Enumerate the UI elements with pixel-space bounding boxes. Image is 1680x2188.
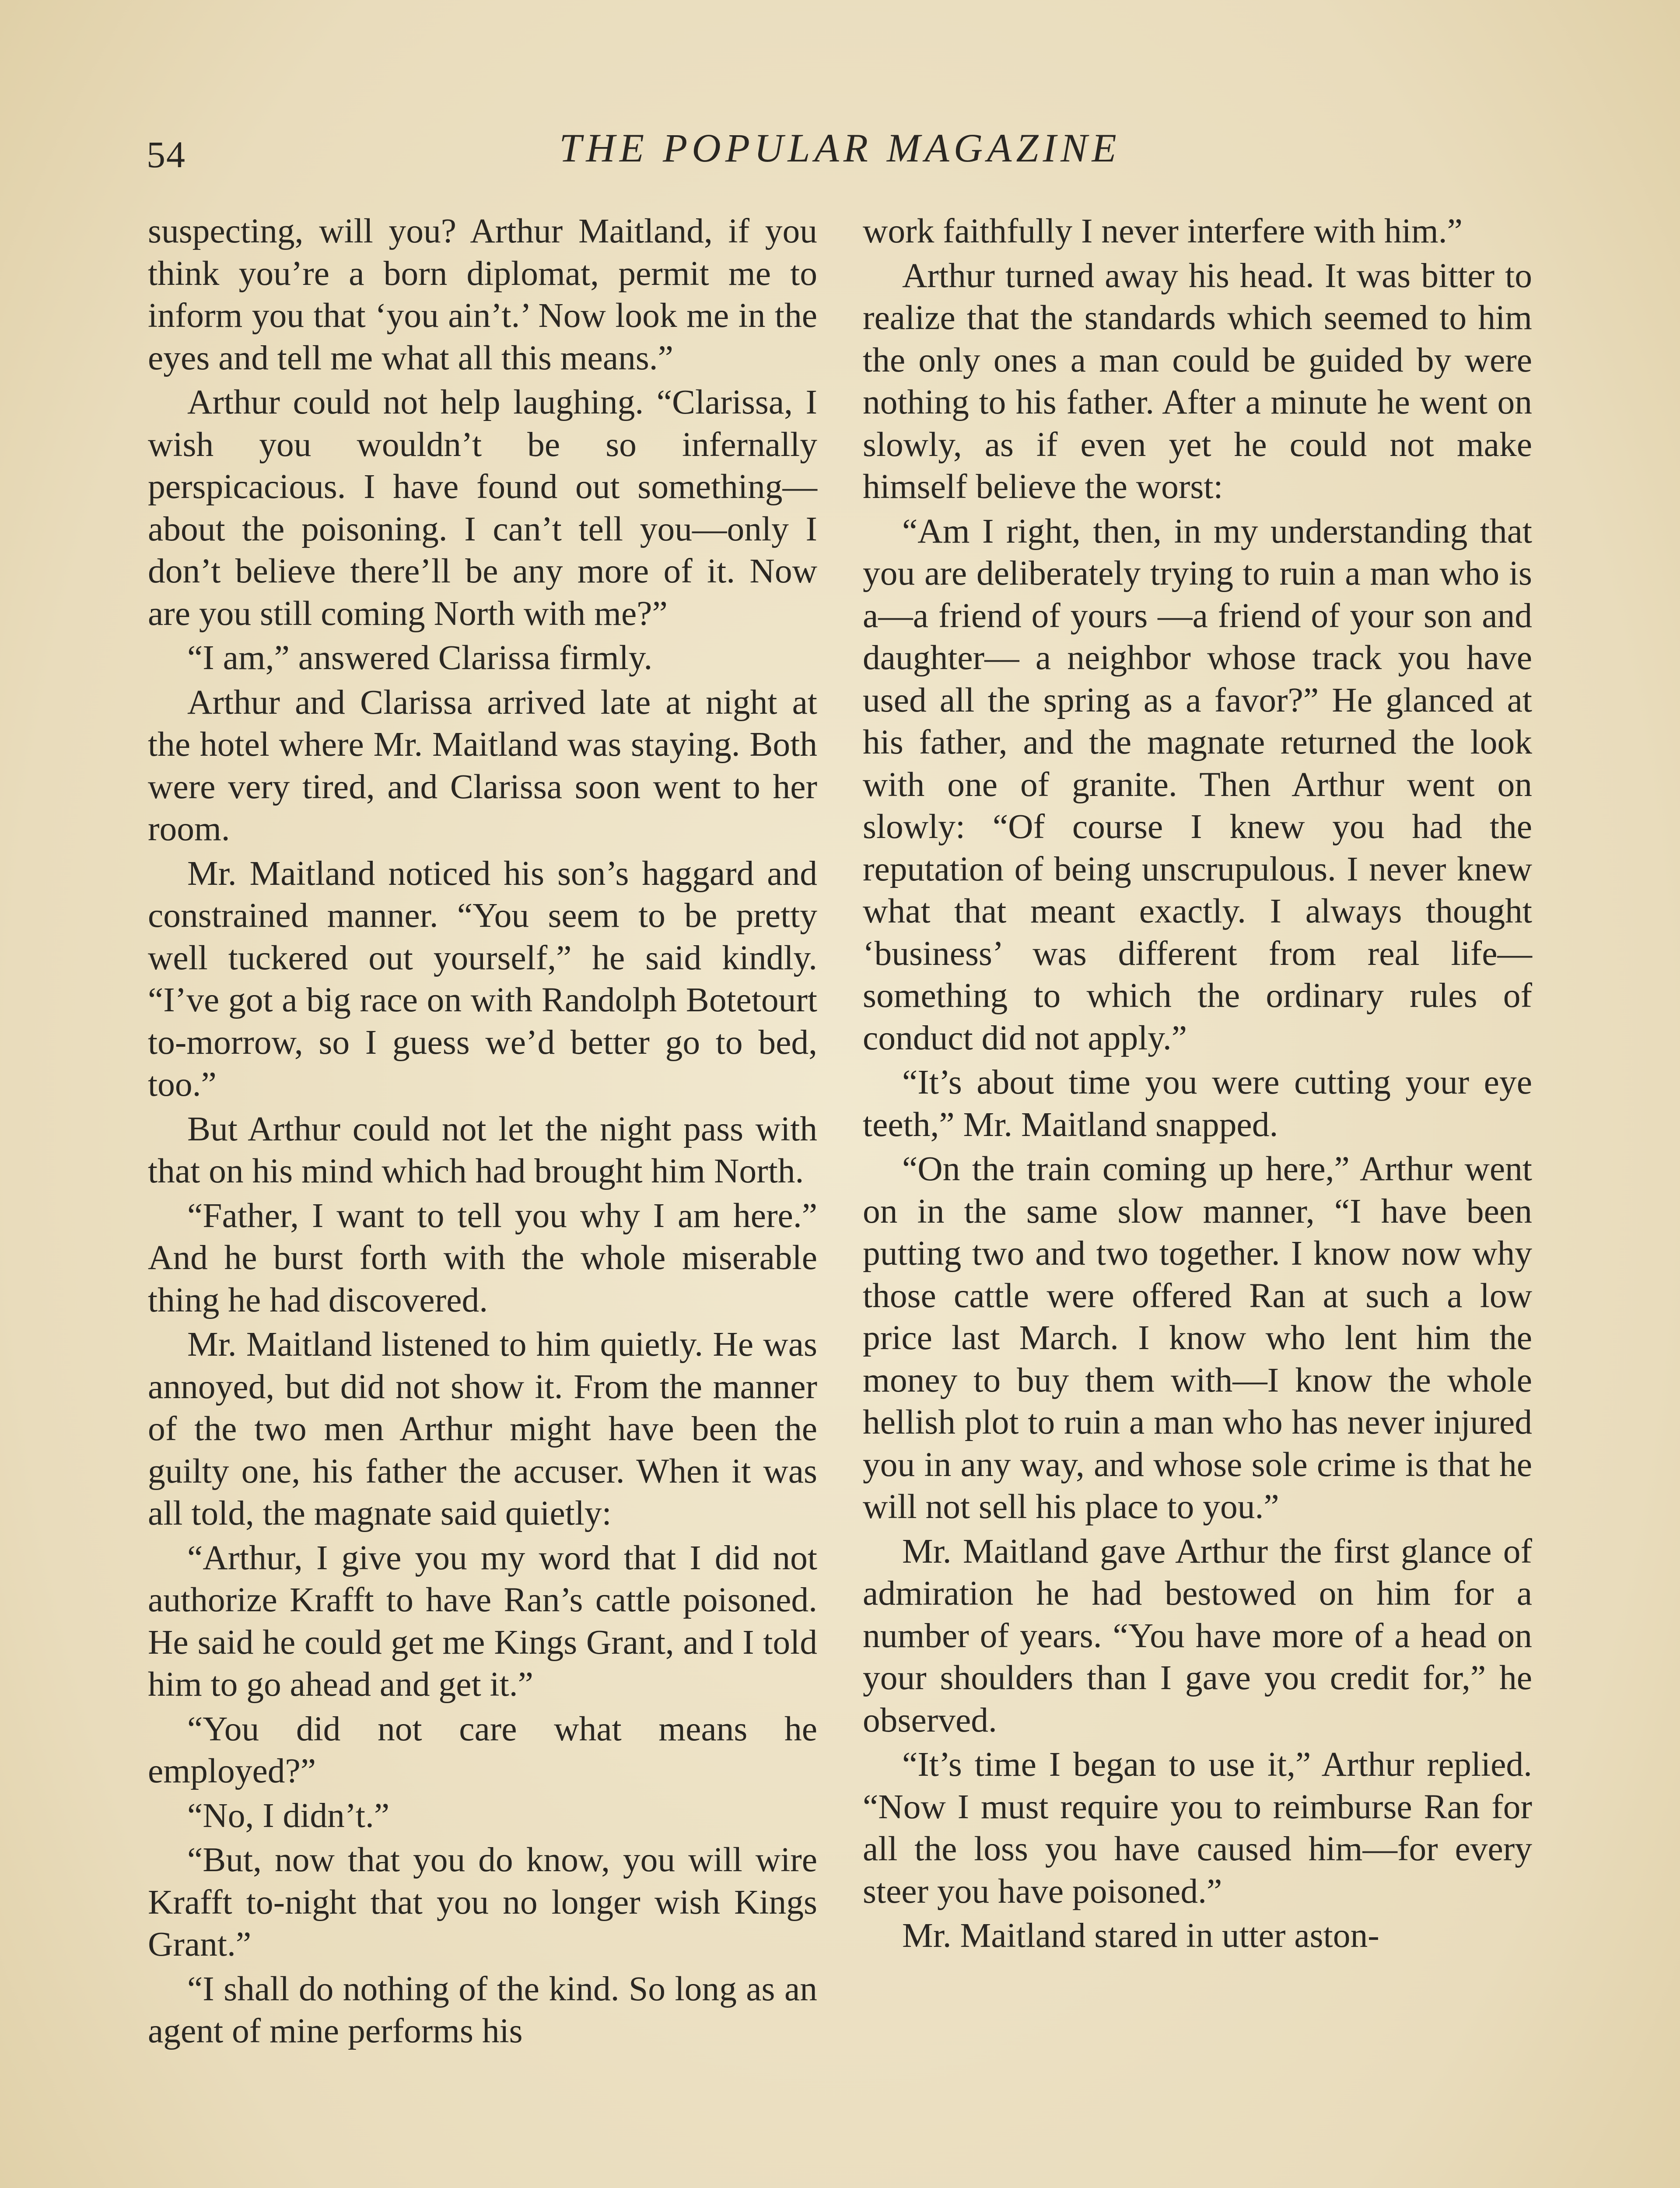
- paragraph: “It’s time I began to use it,” Arthur replied. “Now I must require you to reimburse Ran for all the loss you have caused him—for every steer you have poisoned.”: [863, 1745, 1532, 1911]
- left-column: [148, 210, 817, 2052]
- paragraph: “Father, I want to tell you why I am here.” And he burst forth with the whole miserable thing he had discovered.: [148, 1196, 817, 1319]
- paragraph: But Arthur could not let the night pass with that on his mind which had brought him North.: [148, 1109, 817, 1190]
- paragraph: “Am I right, then, in my understanding that you are deliberately trying to ruin a man who is a—a friend of yours —a friend of your son and daughter— a neighbor whose track you have used all the spring as a favor?” He glanced at his father, and the magnate returned the look with one of granite. Then Arthur went on slowly: “Of course I knew you had the reputation of being unscrupulous. I never knew what that meant exactly. I always thought ‘business’ was different from real life— something to which the ordinary rules of conduct did not apply.”: [863, 512, 1532, 1057]
- paragraph: work faithfully I never interfere with him.”: [863, 212, 1463, 250]
- paragraph: “You did not care what means he employed?”: [148, 1709, 817, 1790]
- paragraph: “It’s about time you were cutting your eye teeth,” Mr. Maitland snapped.: [863, 1063, 1532, 1144]
- paragraph: “But, now that you do know, you will wire Krafft to-night that you no longer wish Kings Grant.”: [148, 1841, 817, 1964]
- page-number: 54: [147, 133, 186, 175]
- page-header: [147, 125, 1533, 186]
- paragraph: Arthur and Clarissa arrived late at night at the hotel where Mr. Maitland was staying. Both were very tired, and Clarissa soon went to her room.: [148, 683, 817, 848]
- paragraph: “I shall do nothing of the kind. So long as an agent of mine performs his: [148, 1969, 817, 2050]
- paragraph: Arthur could not help laughing. “Clarissa, I wish you wouldn’t be so infernally perspicacious. I have found out something—about the poisoning. I can’t tell you—only I don’t believe there’ll be any more of it. Now are you still coming North with me?”: [148, 383, 817, 633]
- paragraph: Mr. Maitland noticed his son’s haggard and constrained manner. “You seem to be pretty well tuckered out yourself,” he said kindly. “I’ve got a big race on with Randolph Botetourt to-morrow, so I guess we’d better go to bed, too.”: [148, 854, 817, 1104]
- paragraph: Mr. Maitland stared in utter aston-: [902, 1916, 1379, 1955]
- paragraph: Mr. Maitland gave Arthur the first glance of admiration he had bestowed on him for a number of years. “You have more of a head on your shoulders than I gave you credit for,” he observed.: [863, 1532, 1532, 1739]
- magazine-title: THE POPULAR MAGAZINE: [559, 126, 1121, 170]
- paragraph: “No, I didn’t.”: [187, 1796, 390, 1835]
- paragraph: “Arthur, I give you my word that I did not authorize Krafft to have Ran’s cattle poisoned. He said he could get me Kings Grant, and I told him to go ahead and get it.”: [148, 1538, 817, 1704]
- right-column: [863, 210, 1532, 1957]
- paragraph: “On the train coming up here,” Arthur went on in the same slow manner, “I have been putting two and two together. I know now why those cattle were offered Ran at such a low price last March. I know who lent him the money to buy them with—I know the whole hellish plot to ruin a man who has never injured you in any way, and whose sole crime is that he will not sell his place to you.”: [863, 1150, 1532, 1526]
- paragraph: Mr. Maitland listened to him quietly. He was annoyed, but did not show it. From the manner of the two men Arthur might have been the guilty one, his father the accuser. When it was all told, the magnate said quietly:: [148, 1325, 817, 1532]
- paragraph: “I am,” answered Clarissa firmly.: [187, 638, 653, 677]
- paragraph: Arthur turned away his head. It was bitter to realize that the standards which seemed to him the only ones a man could be guided by were nothing to his father. After a minute he went on slowly, as if even yet he could not make himself believe the worst:: [863, 256, 1532, 506]
- paragraph: suspecting, will you? Arthur Maitland, if you think you’re a born diplomat, permit me to inform you that ‘you ain’t.’ Now look me in the eyes and tell me what all this means.”: [148, 212, 817, 377]
